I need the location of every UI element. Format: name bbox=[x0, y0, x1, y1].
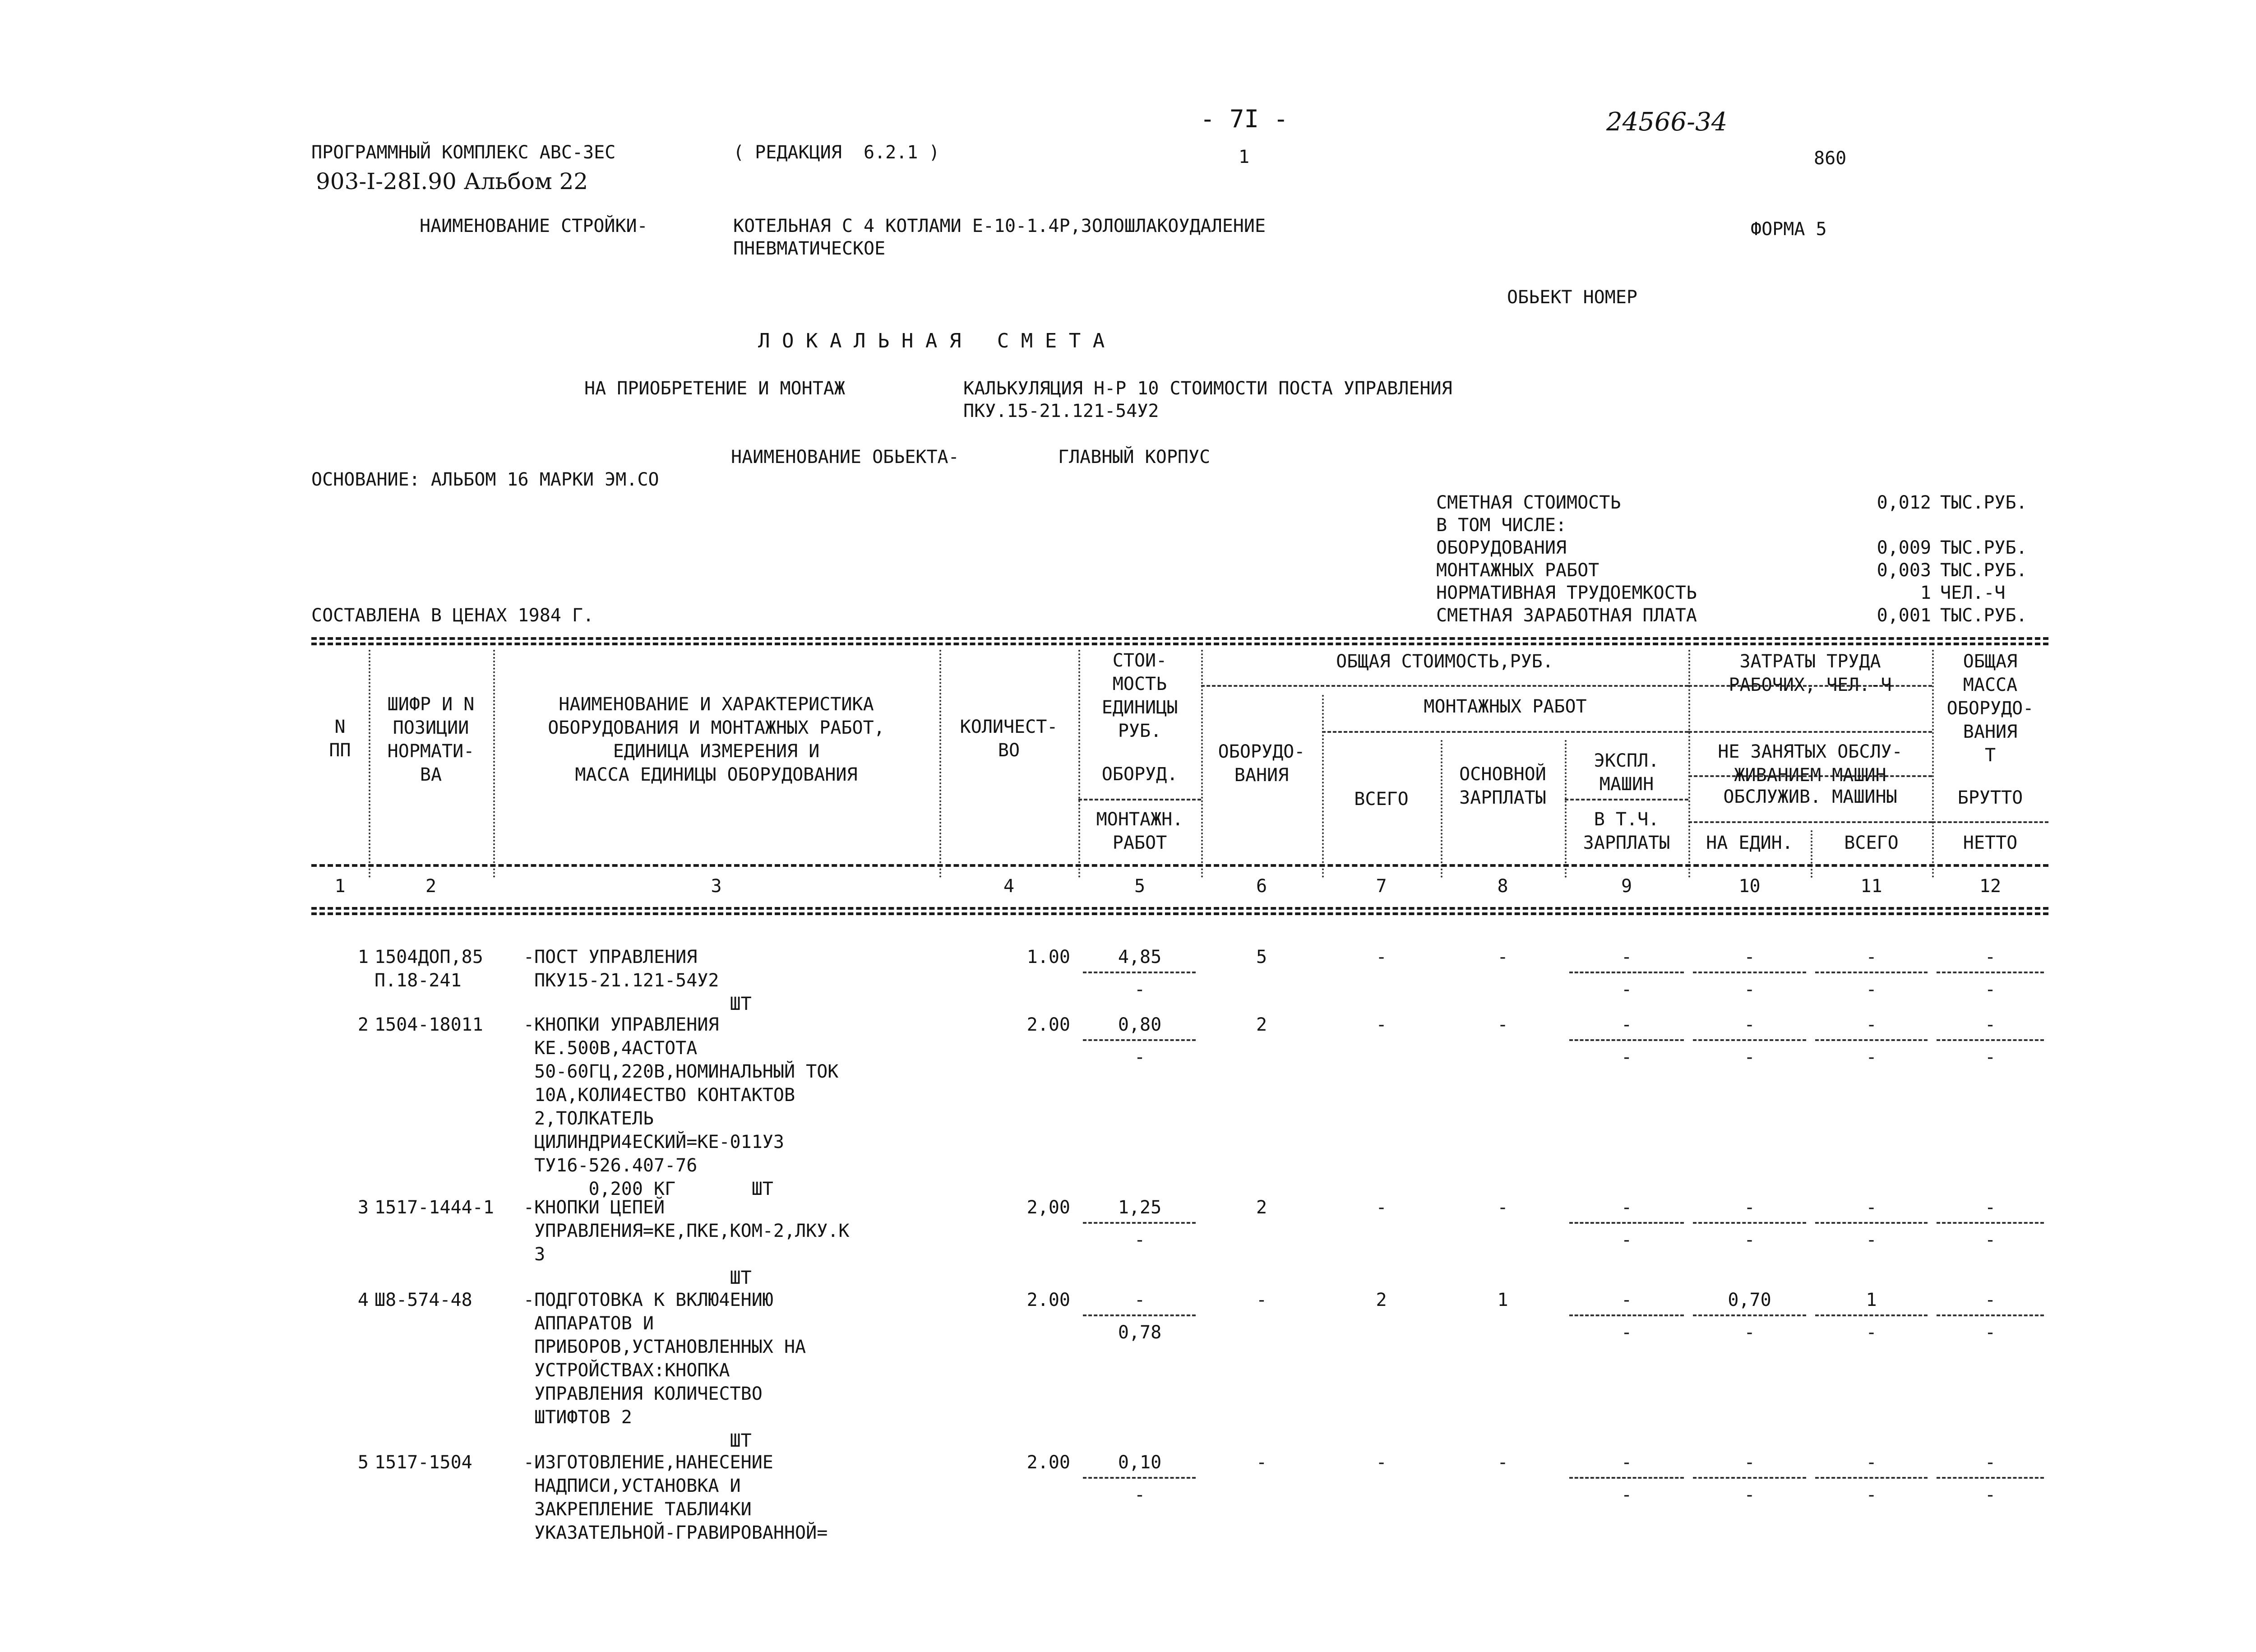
summary-value: 0,001 bbox=[1877, 605, 1931, 626]
header-col-12-mass: ОБЩАЯ МАССА ОБОРУДО- ВАНИЯ Т bbox=[1946, 651, 2034, 766]
cell-c5b: - bbox=[1134, 1047, 1146, 1068]
cell-code: 1517-1504 bbox=[374, 1452, 472, 1473]
construction-value-1: КОТЕЛЬНАЯ С 4 КОТЛАМИ Е-10-1.4Р,ЗОЛОШЛАКОУДАЛЕНИЕ bbox=[733, 216, 1266, 236]
column-number: 8 bbox=[1497, 876, 1508, 897]
cell-c6: - bbox=[1256, 1452, 1267, 1473]
table-rule-mid bbox=[311, 864, 2048, 867]
cell-c9b: - bbox=[1621, 1485, 1632, 1505]
summary-label: СМЕТНАЯ ЗАРАБОТНАЯ ПЛАТА bbox=[1436, 605, 1697, 626]
summary-unit: ТЫС.РУБ. bbox=[1940, 537, 2027, 558]
cell-c8: - bbox=[1497, 1014, 1508, 1035]
cell-c10b: - bbox=[1744, 1230, 1755, 1250]
cell-c5a: 4,85 bbox=[1118, 947, 1162, 967]
cell-c7: - bbox=[1376, 947, 1387, 967]
cell-divider bbox=[1815, 1039, 1928, 1041]
header-col-9a: ЭКСПЛ. МАШИН bbox=[1594, 750, 1660, 795]
header-col-12-brutto: БРУТТО bbox=[1957, 787, 2023, 808]
cell-c6: 2 bbox=[1256, 1014, 1267, 1035]
cell-divider bbox=[1569, 1222, 1684, 1224]
cell-desc: -ПОСТ УПРАВЛЕНИЯ ПКУ15-21.121-54У2 ШТ bbox=[523, 947, 752, 1014]
subtitle-line-2: ПКУ.15-21.121-54У2 bbox=[963, 401, 1159, 421]
cell-c9b: - bbox=[1621, 979, 1632, 1000]
cell-c11a: - bbox=[1866, 1452, 1877, 1473]
cell-c10b: - bbox=[1744, 1485, 1755, 1505]
cell-c6: 5 bbox=[1256, 947, 1267, 967]
header-labor-sub: НЕ ЗАНЯТЫХ ОБСЛУ- ЖИВАНИЕМ МАШИН bbox=[1718, 741, 1903, 786]
cell-c10a: - bbox=[1744, 1014, 1755, 1035]
header-labor-sub-2: ОБСЛУЖИВ. МАШИНЫ bbox=[1723, 787, 1897, 807]
header-subrule bbox=[1688, 821, 1932, 823]
header-installation-works: МОНТАЖНЫХ РАБОТ bbox=[1424, 696, 1587, 717]
cell-c10a: 0,70 bbox=[1728, 1290, 1771, 1310]
object-number: ОБЬЕКТ НОМЕР bbox=[1507, 287, 1637, 308]
cell-c9b: - bbox=[1621, 1322, 1632, 1343]
column-number: 4 bbox=[1003, 876, 1015, 897]
table-rule-bottom-2 bbox=[311, 912, 2048, 915]
cell-c10a: - bbox=[1744, 947, 1755, 967]
cell-divider bbox=[1083, 1314, 1196, 1316]
cell-c5b: 0,78 bbox=[1118, 1322, 1162, 1343]
table-rule-top-2 bbox=[311, 643, 2048, 645]
code-860: 860 bbox=[1814, 148, 1847, 169]
cell-divider bbox=[1083, 1222, 1196, 1224]
cell-divider bbox=[1693, 1314, 1806, 1316]
cell-divider bbox=[1083, 1039, 1196, 1041]
cell-c9a: - bbox=[1621, 947, 1632, 967]
basis: ОСНОВАНИЕ: АЛЬБОМ 16 МАРКИ ЭМ.СО bbox=[311, 469, 659, 490]
cell-c5b: - bbox=[1134, 1485, 1146, 1505]
cell-c9b: - bbox=[1621, 1047, 1632, 1068]
cell-divider bbox=[1693, 1222, 1806, 1224]
header-total-cost: ОБЩАЯ СТОИМОСТЬ,РУБ. bbox=[1336, 651, 1553, 672]
column-number: 12 bbox=[1979, 876, 2002, 897]
summary-unit: ТЫС.РУБ. bbox=[1940, 492, 2027, 513]
summary-unit: ТЫС.РУБ. bbox=[1940, 605, 2027, 626]
cell-divider bbox=[1693, 972, 1806, 973]
cell-c8: - bbox=[1497, 1197, 1508, 1218]
summary-label: МОНТАЖНЫХ РАБОТ bbox=[1436, 560, 1600, 581]
cell-divider bbox=[1937, 1477, 2044, 1479]
header-subrule bbox=[1688, 731, 1932, 733]
cell-desc: -КНОПКИ ЦЕПЕЙ УПРАВЛЕНИЯ=КЕ,ПКЕ,КОМ-2,ЛКУ.К 3 ШТ bbox=[523, 1197, 850, 1288]
cell-divider bbox=[1693, 1039, 1806, 1041]
cell-divider bbox=[1937, 1314, 2044, 1316]
cell-c9a: - bbox=[1621, 1014, 1632, 1035]
header-col-5-equipment: ОБОРУД. bbox=[1101, 764, 1178, 785]
cell-c9a: - bbox=[1621, 1290, 1632, 1310]
cell-divider bbox=[1815, 972, 1928, 973]
cell-n: 3 bbox=[357, 1197, 369, 1218]
cell-c5a: - bbox=[1134, 1290, 1146, 1310]
cell-c10a: - bbox=[1744, 1197, 1755, 1218]
header-col-5-top: СТОИ- МОСТЬ ЕДИНИЦЫ РУБ. bbox=[1101, 650, 1178, 741]
header-col-12-netto: НЕТТО bbox=[1963, 833, 2018, 853]
sheet-index: 1 bbox=[1239, 147, 1250, 167]
header-col-7: ВСЕГО bbox=[1354, 789, 1409, 810]
cell-c5b: - bbox=[1134, 979, 1146, 1000]
object-name-label: НАИМЕНОВАНИЕ ОБЬЕКТА- bbox=[731, 447, 959, 467]
prices-note: СОСТАВЛЕНА В ЦЕНАХ 1984 Г. bbox=[311, 605, 594, 626]
cell-desc: -ИЗГОТОВЛЕНИЕ,НАНЕСЕНИЕ НАДПИСИ,УСТАНОВКА И ЗАКРЕПЛЕНИЕ ТАБЛИ4КИ УКАЗАТЕЛЬНОЙ-ГРАВИРОВАННОЙ= bbox=[523, 1452, 828, 1543]
column-number: 9 bbox=[1621, 876, 1632, 897]
cell-c12b: - bbox=[1984, 979, 1996, 1000]
cell-divider bbox=[1693, 1477, 1806, 1479]
cell-c11b: - bbox=[1866, 1322, 1877, 1343]
summary-label: ОБОРУДОВАНИЯ bbox=[1436, 537, 1567, 558]
summary-value: 0,012 bbox=[1877, 492, 1931, 513]
cell-qty: 2,00 bbox=[1026, 1197, 1070, 1218]
table-rule-bottom bbox=[311, 907, 2048, 910]
summary-unit: ЧЕЛ.-Ч bbox=[1940, 583, 2006, 603]
cell-c11b: - bbox=[1866, 979, 1877, 1000]
column-number: 11 bbox=[1860, 876, 1882, 897]
cell-c11a: - bbox=[1866, 1014, 1877, 1035]
header-col-1: N ПП bbox=[329, 717, 351, 761]
doc-title: Л О К А Л Ь Н А Я С М Е Т А bbox=[758, 329, 1105, 352]
cell-c11a: - bbox=[1866, 947, 1877, 967]
object-name-value: ГЛАВНЫЙ КОРПУС bbox=[1058, 447, 1211, 467]
cell-divider bbox=[1937, 972, 2044, 973]
header-col-11: ВСЕГО bbox=[1844, 833, 1899, 853]
handwritten-code: 24566-34 bbox=[1606, 107, 1728, 137]
cell-divider bbox=[1569, 1039, 1684, 1041]
column-divider bbox=[1322, 695, 1324, 878]
cell-divider bbox=[1937, 1039, 2044, 1041]
cell-c7: - bbox=[1376, 1014, 1387, 1035]
cell-c10b: - bbox=[1744, 1047, 1755, 1068]
subtitle-left: НА ПРИОБРЕТЕНИЕ И МОНТАЖ bbox=[584, 378, 845, 399]
header-col-6: ОБОРУДО- ВАНИЯ bbox=[1218, 741, 1305, 786]
page-number: - 7I - bbox=[1200, 105, 1289, 133]
cell-divider bbox=[1569, 1314, 1684, 1316]
summary-value: 0,009 bbox=[1877, 537, 1931, 558]
cell-c12b: - bbox=[1984, 1230, 1996, 1250]
cell-desc: -КНОПКИ УПРАВЛЕНИЯ КЕ.500В,4АСТОТА 50-60ГЦ,220В,НОМИНАЛЬНЫЙ ТОК 10А,КОЛИ4ЕСТВО КОНТАКТОВ 2,ТОЛКАТЕЛЬ ЦИЛИНДРИ4ЕСКИЙ=КЕ-011У3 ТУ16-526.407-76 0,200 КГ ШТ bbox=[523, 1014, 839, 1199]
cell-c12a: - bbox=[1984, 1197, 1996, 1218]
cell-c7: - bbox=[1376, 1197, 1387, 1218]
column-number: 7 bbox=[1376, 876, 1387, 897]
header-col-10: НА ЕДИН. bbox=[1706, 833, 1793, 853]
cell-divider bbox=[1815, 1314, 1928, 1316]
header-col-9b: В Т.Ч. ЗАРПЛАТЫ bbox=[1583, 809, 1670, 853]
cell-c7: - bbox=[1376, 1452, 1387, 1473]
cell-c8: 1 bbox=[1497, 1290, 1508, 1310]
cell-c7: 2 bbox=[1376, 1290, 1387, 1310]
header-col-2: ШИФР И N ПОЗИЦИИ НОРМАТИ- ВА bbox=[387, 694, 475, 785]
cell-n: 4 bbox=[357, 1290, 369, 1310]
cell-c9b: - bbox=[1621, 1230, 1632, 1250]
cell-c10b: - bbox=[1744, 979, 1755, 1000]
column-divider bbox=[939, 650, 941, 878]
cell-c10b: - bbox=[1744, 1322, 1755, 1343]
column-number: 5 bbox=[1134, 876, 1146, 897]
cell-qty: 2.00 bbox=[1026, 1290, 1070, 1310]
cell-c11b: - bbox=[1866, 1230, 1877, 1250]
cell-qty: 2.00 bbox=[1026, 1014, 1070, 1035]
program-line: ПРОГРАММНЫЙ КОМПЛЕКС АВС-ЗЕС bbox=[311, 142, 616, 163]
cell-code: 1504-18011 bbox=[374, 1014, 483, 1035]
cell-desc: -ПОДГОТОВКА К ВКЛЮ4ЕНИЮ АППАРАТОВ И ПРИБОРОВ,УСТАНОВЛЕННЫХ НА УСТРОЙСТВАХ:КНОПКА УПРАВЛЕНИЯ КОЛИЧЕСТВО ШТИФТОВ 2 ШТ bbox=[523, 1290, 806, 1451]
cell-code: Ш8-574-48 bbox=[374, 1290, 472, 1310]
column-number: 1 bbox=[334, 876, 346, 897]
cell-code: 1504ДОП,85 П.18-241 bbox=[374, 947, 483, 991]
cell-c12a: - bbox=[1984, 1290, 1996, 1310]
cell-c12b: - bbox=[1984, 1485, 1996, 1505]
summary-label: СМЕТНАЯ СТОИМОСТЬ bbox=[1436, 492, 1621, 513]
header-subrule bbox=[1322, 731, 1688, 733]
form-label: ФОРМА 5 bbox=[1751, 219, 1827, 240]
column-number: 10 bbox=[1738, 876, 1761, 897]
header-subrule bbox=[1201, 685, 1688, 687]
cell-divider bbox=[1569, 972, 1684, 973]
cell-qty: 2.00 bbox=[1026, 1452, 1070, 1473]
header-col-3: НАИМЕНОВАНИЕ И ХАРАКТЕРИСТИКА ОБОРУДОВАНИЯ И МОНТАЖНЫХ РАБОТ, ЕДИНИЦА ИЗМЕРЕНИЯ И МАССА ЕДИНИЦЫ ОБОРУДОВАНИЯ bbox=[548, 694, 885, 785]
cell-c9a: - bbox=[1621, 1197, 1632, 1218]
cell-c8: - bbox=[1497, 947, 1508, 967]
column-number: 6 bbox=[1256, 876, 1267, 897]
cell-n: 5 bbox=[357, 1452, 369, 1473]
cell-c12a: - bbox=[1984, 1014, 1996, 1035]
cell-divider bbox=[1815, 1222, 1928, 1224]
summary-value: 0,003 bbox=[1877, 560, 1931, 581]
construction-value-2: ПНЕВМАТИЧЕСКОЕ bbox=[733, 238, 886, 259]
summary-label: НОРМАТИВНАЯ ТРУДОЕМКОСТЬ bbox=[1436, 583, 1697, 603]
cell-c9a: - bbox=[1621, 1452, 1632, 1473]
cell-c5b: - bbox=[1134, 1230, 1146, 1250]
cell-c10a: - bbox=[1744, 1452, 1755, 1473]
cell-divider bbox=[1569, 1477, 1684, 1479]
cell-divider bbox=[1937, 1222, 2044, 1224]
cell-c11a: - bbox=[1866, 1197, 1877, 1218]
cell-n: 2 bbox=[357, 1014, 369, 1035]
cell-c5a: 0,80 bbox=[1118, 1014, 1162, 1035]
cell-divider bbox=[1815, 1477, 1928, 1479]
column-number: 3 bbox=[711, 876, 722, 897]
header-labor: ЗАТРАТЫ ТРУДА РАБОЧИХ, ЧЕЛ.-Ч bbox=[1729, 651, 1892, 695]
cell-qty: 1.00 bbox=[1026, 947, 1070, 967]
summary-value: 1 bbox=[1920, 583, 1931, 603]
header-col-5-installation: МОНТАЖН. РАБОТ bbox=[1096, 809, 1183, 853]
cell-code: 1517-1444-1 bbox=[374, 1197, 494, 1218]
cell-c11a: 1 bbox=[1866, 1290, 1877, 1310]
cell-c5a: 1,25 bbox=[1118, 1197, 1162, 1218]
cell-n: 1 bbox=[357, 947, 369, 967]
cell-c6: 2 bbox=[1256, 1197, 1267, 1218]
header-subrule bbox=[1932, 821, 2048, 823]
cell-c11b: - bbox=[1866, 1047, 1877, 1068]
table-rule-top bbox=[311, 637, 2048, 640]
album-note: 903-I-28I.90 Альбом 22 bbox=[316, 168, 588, 194]
edition: ( РЕДАКЦИЯ 6.2.1 ) bbox=[733, 142, 940, 163]
cell-c5a: 0,10 bbox=[1118, 1452, 1162, 1473]
cell-c6: - bbox=[1256, 1290, 1267, 1310]
cell-c11b: - bbox=[1866, 1485, 1877, 1505]
subtitle-line-1: КАЛЬКУЛЯЦИЯ Н-Р 10 СТОИМОСТИ ПОСТА УПРАВЛЕНИЯ bbox=[963, 378, 1452, 399]
summary-unit: ТЫС.РУБ. bbox=[1940, 560, 2027, 581]
cell-c8: - bbox=[1497, 1452, 1508, 1473]
cell-divider bbox=[1083, 972, 1196, 973]
cell-c12a: - bbox=[1984, 947, 1996, 967]
cell-c12a: - bbox=[1984, 1452, 1996, 1473]
header-subrule bbox=[1078, 799, 1201, 801]
cell-c12b: - bbox=[1984, 1322, 1996, 1343]
header-col-8: ОСНОВНОЙ ЗАРПЛАТЫ bbox=[1459, 764, 1546, 808]
header-subrule bbox=[1565, 799, 1688, 801]
construction-label: НАИМЕНОВАНИЕ СТРОЙКИ- bbox=[420, 216, 648, 236]
column-number: 2 bbox=[425, 876, 437, 897]
summary-label: В ТОМ ЧИСЛЕ: bbox=[1436, 515, 1567, 536]
header-col-4: КОЛИЧЕСТ- ВО bbox=[960, 717, 1058, 761]
cell-c12b: - bbox=[1984, 1047, 1996, 1068]
cell-divider bbox=[1083, 1477, 1196, 1479]
